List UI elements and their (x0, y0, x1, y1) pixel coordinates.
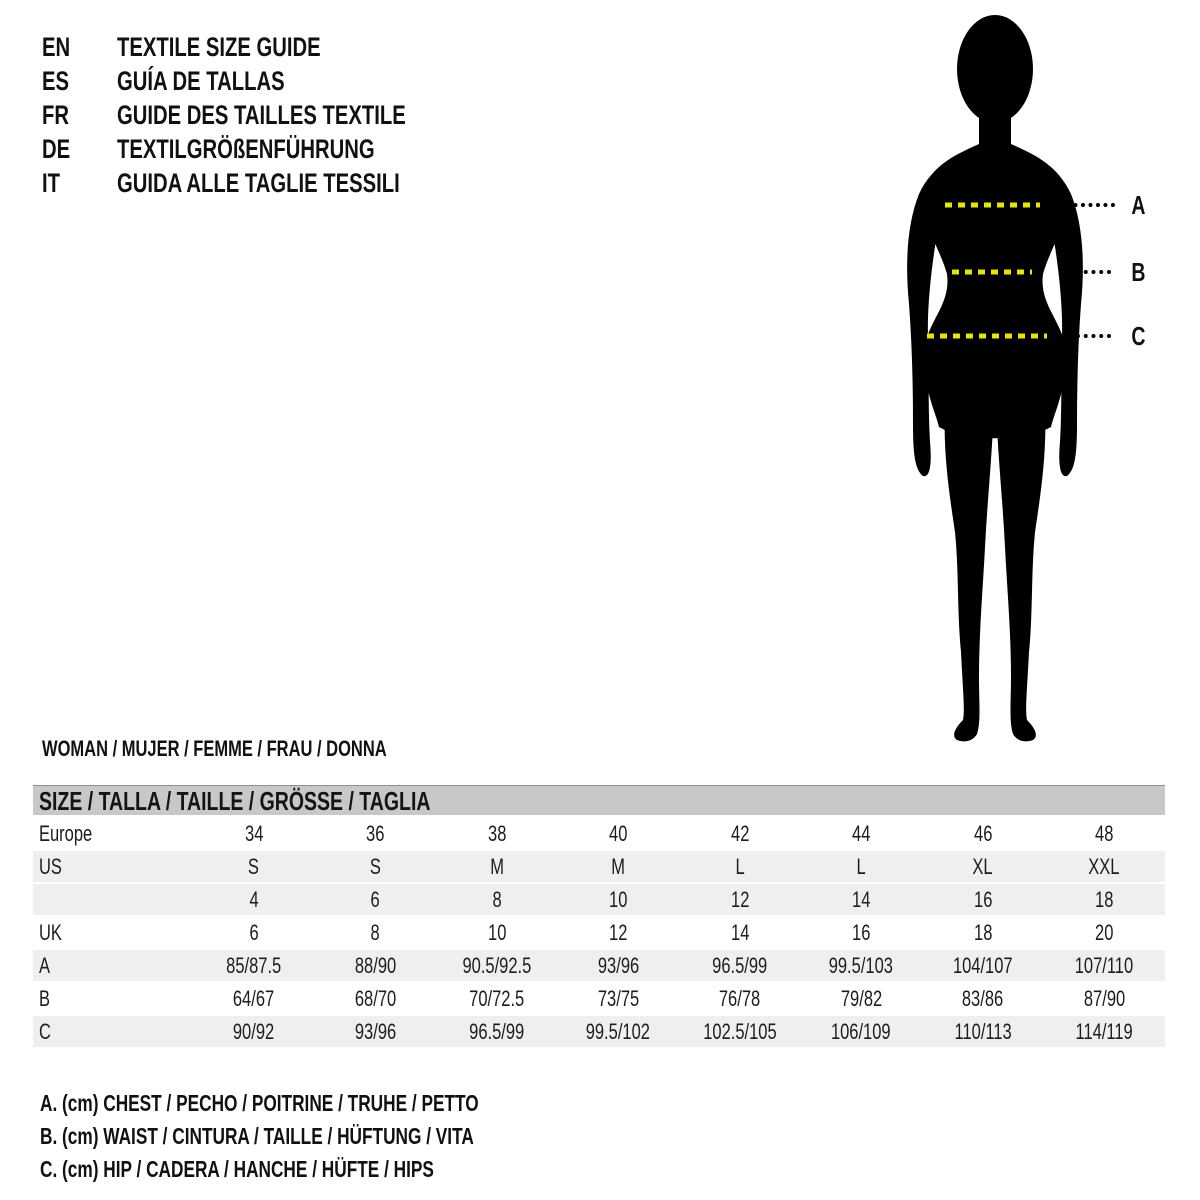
size-cell (315, 950, 437, 981)
size-cell (558, 917, 680, 948)
size-cell (801, 950, 923, 981)
size-cell-text: 102.5/105 (703, 1019, 777, 1044)
legend-line-hip-text: C. (cm) HIP / CADERA / HANCHE / HÜFTE / HIPS (40, 1156, 434, 1182)
row-label-text: C (39, 1019, 51, 1044)
size-cell-text: 6 (249, 920, 259, 945)
row-label-text: B (39, 986, 51, 1011)
table-row (33, 884, 1165, 915)
size-cell-text: 16 (973, 887, 992, 912)
size-cell-text: 44 (852, 821, 871, 846)
silhouette-right-leg (997, 407, 1045, 741)
size-cell (1044, 851, 1166, 882)
table-row (33, 1016, 1165, 1047)
size-cell (801, 1016, 923, 1047)
size-cell-text: 88/90 (354, 953, 396, 978)
language-code-text: FR (42, 100, 69, 130)
size-cell-text: 99.5/103 (829, 953, 894, 978)
title-text: GUIDA ALLE TAGLIE TESSILI (117, 168, 400, 198)
size-cell-text: 8 (370, 920, 380, 945)
marker-label-waist-text: B (1130, 257, 1146, 287)
section-heading (42, 736, 502, 762)
size-table-header (33, 785, 1165, 815)
size-cell (922, 983, 1044, 1014)
size-cell (193, 917, 315, 948)
title-row-fr (42, 98, 502, 132)
size-cell (315, 917, 437, 948)
language-code (42, 64, 117, 98)
size-cell (922, 917, 1044, 948)
size-cell-text: XXL (1088, 854, 1120, 879)
legend-line-chest (40, 1087, 625, 1120)
size-cell-text: M (611, 854, 626, 879)
legend-line-chest-text: A. (cm) CHEST / PECHO / POITRINE / TRUHE / PETTO (40, 1090, 479, 1116)
measurement-figure (895, 12, 1195, 757)
size-cell (922, 950, 1044, 981)
size-cell (315, 884, 437, 915)
size-cell (801, 851, 923, 882)
row-label (33, 1016, 193, 1047)
size-cell-text: 83/86 (962, 986, 1004, 1011)
size-cell-text: 10 (609, 887, 628, 912)
size-cell (558, 950, 680, 981)
size-cell-text: 34 (244, 821, 263, 846)
size-cell (436, 917, 558, 948)
size-cell-text: 14 (730, 920, 749, 945)
size-cell-text: 12 (609, 920, 628, 945)
language-code (42, 132, 117, 166)
size-cell-text: XL (972, 854, 993, 879)
title-row-es (42, 64, 502, 98)
size-cell-text: 114/119 (1075, 1019, 1133, 1044)
size-cell-text: 96.5/99 (469, 1019, 525, 1044)
size-cell-text: 85/87.5 (226, 953, 282, 978)
language-code (42, 98, 117, 132)
size-cell-text: 96.5/99 (712, 953, 768, 978)
row-label (33, 917, 193, 948)
language-code-text: DE (42, 134, 71, 164)
row-label (33, 851, 193, 882)
size-cell (436, 818, 558, 849)
size-cell (436, 884, 558, 915)
table-row (33, 950, 1165, 981)
size-cell (679, 983, 801, 1014)
size-cell (193, 983, 315, 1014)
row-label-text: A (39, 953, 51, 978)
size-cell-text: S (248, 854, 260, 879)
size-cell-text: 6 (370, 887, 380, 912)
title-row-it (42, 166, 502, 200)
size-cell (193, 851, 315, 882)
chest-dotted-line (1066, 203, 1115, 207)
language-code (42, 166, 117, 200)
title-row-en (42, 30, 502, 64)
size-cell-text: 110/113 (954, 1019, 1012, 1044)
title-text: TEXTILGRÖßENFÜHRUNG (117, 134, 375, 164)
size-cell (801, 818, 923, 849)
size-cell-text: 87/90 (1083, 986, 1125, 1011)
size-cell-text: S (369, 854, 381, 879)
title-text: GUIDE DES TAILLES TEXTILE (117, 100, 406, 130)
size-cell-text: 48 (1095, 821, 1114, 846)
size-cell (1044, 1016, 1166, 1047)
size-cell (801, 983, 923, 1014)
size-cell (679, 1016, 801, 1047)
table-row (33, 917, 1165, 948)
size-cell (436, 983, 558, 1014)
size-cell-text: 104/107 (952, 953, 1013, 978)
marker-label-chest-text: A (1130, 190, 1146, 220)
size-cell (193, 950, 315, 981)
size-table-header-text: SIZE / TALLA / TAILLE / GRÖSSE / TAGLIA (39, 786, 431, 816)
size-cell-text: 70/72.5 (469, 986, 525, 1011)
size-cell-text: 10 (487, 920, 506, 945)
size-cell-text: 36 (366, 821, 385, 846)
silhouette-torso (919, 144, 1071, 438)
size-cell-text: 90.5/92.5 (462, 953, 532, 978)
size-cell (193, 1016, 315, 1047)
marker-label-hip (1123, 320, 1153, 352)
marker-label-waist (1123, 256, 1153, 288)
size-cell (193, 818, 315, 849)
size-cell (558, 983, 680, 1014)
size-cell-text: 106/109 (831, 1019, 892, 1044)
size-cell-text: L (735, 854, 745, 879)
size-cell-text: 12 (730, 887, 749, 912)
size-cell-text: 46 (973, 821, 992, 846)
size-cell (315, 1016, 437, 1047)
size-cell (436, 1016, 558, 1047)
size-cell (1044, 818, 1166, 849)
language-code-text: IT (42, 168, 60, 198)
legend-line-hip (40, 1153, 625, 1186)
waist-dotted-line (1076, 270, 1111, 274)
row-label-text: UK (39, 920, 62, 945)
size-cell-text: 76/78 (719, 986, 761, 1011)
woman-silhouette (895, 12, 1095, 742)
size-cell (436, 851, 558, 882)
title-text: TEXTILE SIZE GUIDE (117, 32, 321, 62)
size-cell (1044, 917, 1166, 948)
size-cell-text: 42 (730, 821, 749, 846)
size-cell-text: L (856, 854, 866, 879)
size-cell-text: 93/96 (597, 953, 639, 978)
title-text: GUÍA DE TALLAS (117, 66, 285, 96)
size-cell (436, 950, 558, 981)
row-label (33, 884, 193, 915)
size-cell-text: 90/92 (233, 1019, 275, 1044)
language-code-text: EN (42, 32, 71, 62)
size-cell-text: 20 (1095, 920, 1114, 945)
language-title-block (42, 30, 502, 200)
section-heading-text: WOMAN / MUJER / FEMME / FRAU / DONNA (42, 736, 387, 761)
legend-line-waist-text: B. (cm) WAIST / CINTURA / TAILLE / HÜFTUNG / VITA (40, 1123, 474, 1149)
size-cell-text: 16 (852, 920, 871, 945)
size-cell (193, 884, 315, 915)
row-label-text: Europe (39, 821, 93, 846)
row-label (33, 950, 193, 981)
size-cell-text: 68/70 (354, 986, 396, 1011)
silhouette-left-leg (945, 407, 993, 741)
size-cell-text: 18 (973, 920, 992, 945)
size-cell-text: M (489, 854, 504, 879)
size-cell (558, 851, 680, 882)
size-cell (558, 884, 680, 915)
size-cell (1044, 950, 1166, 981)
language-code (42, 30, 117, 64)
size-cell (801, 917, 923, 948)
size-cell-text: 14 (852, 887, 871, 912)
marker-label-hip-text: C (1130, 321, 1146, 351)
size-cell (922, 851, 1044, 882)
size-cell (679, 818, 801, 849)
size-cell (315, 851, 437, 882)
size-cell-text: 4 (249, 887, 259, 912)
size-cell-text: 64/67 (233, 986, 275, 1011)
row-label-text: US (39, 854, 62, 879)
size-cell (679, 917, 801, 948)
size-cell-text: 79/82 (840, 986, 882, 1011)
size-cell-text: 73/75 (597, 986, 639, 1011)
size-cell (315, 983, 437, 1014)
size-cell (558, 1016, 680, 1047)
size-cell-text: 93/96 (354, 1019, 396, 1044)
size-cell-text: 38 (487, 821, 506, 846)
table-row (33, 983, 1165, 1014)
hip-dotted-line (1076, 334, 1111, 338)
table-row (33, 851, 1165, 882)
size-cell (1044, 983, 1166, 1014)
size-cell-text: 40 (609, 821, 628, 846)
size-cell (679, 950, 801, 981)
size-table-body (33, 818, 1165, 1047)
language-code-text: ES (42, 66, 70, 96)
size-cell (922, 818, 1044, 849)
size-cell-text: 8 (492, 887, 502, 912)
legend-line-waist (40, 1120, 625, 1153)
measurement-legend (40, 1087, 625, 1186)
table-row (33, 818, 1165, 849)
title-row-de (42, 132, 502, 166)
size-cell-text: 18 (1095, 887, 1114, 912)
size-cell (801, 884, 923, 915)
size-cell (315, 818, 437, 849)
size-cell (1044, 884, 1166, 915)
size-cell (558, 818, 680, 849)
size-cell (922, 1016, 1044, 1047)
size-cell-text: 107/110 (1075, 953, 1134, 978)
row-label (33, 983, 193, 1014)
size-cell-text: 99.5/102 (586, 1019, 651, 1044)
size-cell (679, 851, 801, 882)
marker-label-chest (1123, 189, 1153, 221)
row-label (33, 818, 193, 849)
size-cell (679, 884, 801, 915)
size-table (33, 785, 1165, 1049)
size-cell (922, 884, 1044, 915)
